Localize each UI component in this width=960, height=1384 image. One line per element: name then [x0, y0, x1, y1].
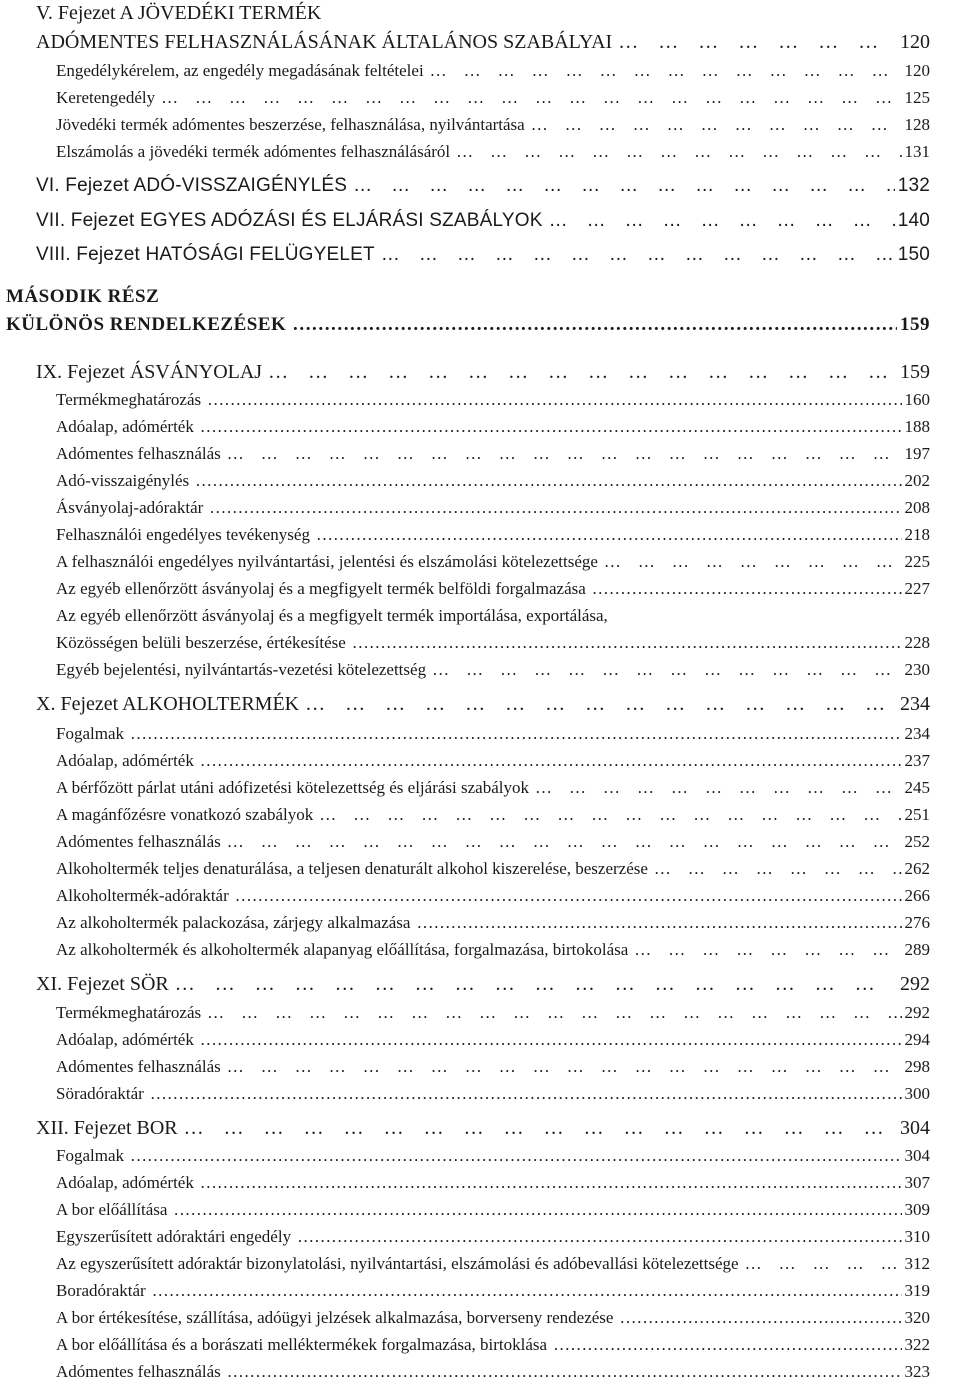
toc-entry — [56, 940, 930, 960]
toc-entry — [56, 498, 930, 518]
toc-label: Egyéb bejelentési, nyilvántartás-vezetési kötelezettség — [56, 660, 427, 679]
toc-entry — [56, 1030, 930, 1050]
toc-label: Adóalap, adómérték — [56, 1030, 194, 1049]
toc-entry — [56, 88, 930, 108]
dot-leader — [173, 1200, 901, 1220]
toc-label: Ásványolaj-adóraktár — [56, 498, 204, 517]
toc-page-number: 300 — [904, 1084, 930, 1103]
toc-entry — [56, 1200, 930, 1220]
toc-label: Termékmeghatározás — [56, 390, 202, 409]
toc-page-number: 251 — [904, 805, 930, 824]
toc-entry — [56, 859, 930, 879]
dot-leader — [227, 1362, 902, 1382]
toc-entry — [56, 1281, 930, 1301]
toc-page-number: 262 — [904, 859, 930, 878]
toc-label: A bérfőzött párlat utáni adófizetési kötelezettség és eljárási szabályok — [56, 778, 529, 797]
toc-label: Boradóraktár — [56, 1281, 146, 1300]
dot-leader — [745, 1254, 902, 1274]
dot-leader — [549, 210, 895, 232]
dot-leader — [353, 175, 895, 197]
dot-leader — [316, 525, 902, 545]
toc-label: Adóalap, adómérték — [56, 751, 194, 770]
toc-page-number: 322 — [904, 1335, 930, 1354]
toc-entry — [56, 1003, 930, 1023]
dot-leader — [531, 115, 902, 135]
toc-label: Egyszerűsített adóraktári engedély — [56, 1227, 292, 1246]
toc-entry — [56, 525, 930, 545]
toc-label: Adómentes felhasználás — [56, 1057, 221, 1076]
toc-entry — [36, 973, 930, 996]
toc-entry — [56, 1308, 930, 1328]
toc-label: Alkoholtermék teljes denaturálása, a teljesen denaturált alkohol kiszerelése, beszerzése — [56, 859, 648, 878]
dot-leader — [430, 61, 902, 81]
toc-label: Söradóraktár — [56, 1084, 144, 1103]
toc-page-number: 304 — [904, 1146, 930, 1165]
toc-entry — [56, 633, 930, 653]
toc-page-number: 132 — [897, 175, 930, 196]
toc-page-number: 159 — [900, 361, 930, 383]
toc-entry — [56, 390, 930, 410]
toc-page-number: 218 — [904, 525, 930, 544]
toc-label: VIII. Fejezet HATÓSÁGI FELÜGYELET — [36, 244, 375, 265]
toc-page-number: 230 — [904, 660, 930, 679]
toc-entry — [56, 913, 930, 933]
dot-leader — [381, 244, 895, 266]
toc-entry — [56, 579, 930, 599]
dot-leader — [432, 660, 901, 680]
toc-page-number: 120 — [900, 31, 930, 53]
toc-page-number: 197 — [904, 444, 930, 463]
dot-leader — [592, 579, 902, 599]
toc-entry — [56, 444, 930, 464]
toc-page-number: 292 — [904, 1003, 930, 1022]
toc-label: Jövedéki termék adómentes beszerzése, felhasználása, nyilvántartása — [56, 115, 525, 134]
dot-leader — [352, 633, 902, 653]
dot-leader — [292, 314, 897, 336]
toc-entry — [36, 31, 930, 54]
dot-leader — [553, 1335, 901, 1355]
dot-leader — [227, 832, 902, 852]
dot-leader — [235, 886, 902, 906]
toc-label: A bor előállítása és a borászati melléktermékek forgalmazása, birtoklása — [56, 1335, 548, 1354]
dot-leader — [416, 913, 901, 933]
toc-entry — [56, 1057, 930, 1077]
toc-entry — [56, 1254, 930, 1274]
toc-label: Keretengedély — [56, 88, 156, 107]
toc-entry — [56, 552, 930, 572]
dot-leader — [200, 417, 902, 437]
toc-page-number: 128 — [904, 115, 930, 134]
chapter-v-heading — [36, 2, 321, 25]
dot-leader — [305, 693, 897, 716]
toc-page-number: 245 — [904, 778, 930, 797]
dot-leader — [200, 751, 902, 771]
toc-label: V. Fejezet A JÖVEDÉKI TERMÉK — [36, 2, 322, 24]
toc-label: Adómentes felhasználás — [56, 1362, 221, 1381]
toc-page-number: 140 — [897, 210, 930, 231]
dot-leader — [200, 1173, 902, 1193]
toc-page-number: 309 — [904, 1200, 930, 1219]
toc-label: XII. Fejezet BOR — [36, 1117, 178, 1139]
toc-page-number: 292 — [900, 973, 930, 995]
toc-page-number: 120 — [904, 61, 930, 80]
toc-entry — [56, 1335, 930, 1355]
toc-entry — [6, 314, 930, 336]
toc-entry — [56, 471, 930, 491]
toc-page-number: 298 — [904, 1057, 930, 1076]
toc-label: VII. Fejezet EGYES ADÓZÁSI ÉS ELJÁRÁSI SZABÁLYOK — [36, 210, 543, 231]
toc-page-number: 266 — [904, 886, 930, 905]
dot-leader — [619, 1308, 901, 1328]
toc-label: Az egyszerűsített adóraktár bizonylatolási, nyilvántartási, elszámolási és adóbevallási kötelezettsége — [56, 1254, 739, 1273]
toc-page-number: 294 — [904, 1030, 930, 1049]
toc-page-number: 237 — [904, 751, 930, 770]
toc-page-number: 208 — [904, 498, 930, 517]
toc-page-number: 227 — [904, 579, 930, 598]
toc-entry — [56, 778, 930, 798]
dot-leader — [200, 1030, 902, 1050]
toc-label: Adó-visszaigénylés — [56, 471, 190, 490]
toc-label: Fogalmak — [56, 1146, 124, 1165]
toc-page-number: 307 — [904, 1173, 930, 1192]
toc-entry — [36, 210, 930, 232]
toc-entry — [56, 886, 930, 906]
toc-label: IX. Fejezet ÁSVÁNYOLAJ — [36, 361, 263, 383]
toc-label: A felhasználói engedélyes nyilvántartási, jelentési és elszámolási kötelezettsége — [56, 552, 598, 571]
toc-entry — [56, 142, 930, 162]
dot-leader — [184, 1117, 897, 1140]
toc-entry — [36, 175, 930, 197]
toc-label: Közösségen belüli beszerzése, értékesítése — [56, 633, 346, 652]
toc-label: Adóalap, adómérték — [56, 1173, 194, 1192]
toc-entry — [56, 1173, 930, 1193]
dot-leader — [319, 805, 901, 825]
toc-entry — [56, 61, 930, 81]
toc-entry — [36, 693, 930, 716]
dot-leader — [207, 390, 901, 410]
toc-page-number: 202 — [904, 471, 930, 490]
toc-label: Termékmeghatározás — [56, 1003, 202, 1022]
dot-leader — [195, 471, 901, 491]
dot-leader — [209, 498, 901, 518]
toc-label: A bor értékesítése, szállítása, adóügyi jelzések alkalmazása, borverseny rendezése — [56, 1308, 614, 1327]
toc-label: XI. Fejezet SÖR — [36, 973, 169, 995]
toc-entry — [56, 115, 930, 135]
toc-label: X. Fejezet ALKOHOLTERMÉK — [36, 693, 300, 715]
toc-label: VI. Fejezet ADÓ-VISSZAIGÉNYLÉS — [36, 175, 348, 196]
toc-page-number: 234 — [900, 693, 930, 715]
toc-entry — [56, 1362, 930, 1382]
toc-label: Felhasználói engedélyes tevékenység — [56, 525, 310, 544]
toc-entry — [56, 832, 930, 852]
toc-entry — [36, 1117, 930, 1140]
toc-label: Az alkoholtermék és alkoholtermék alapanyag előállítása, forgalmazása, birtokolása — [56, 940, 629, 959]
toc-page-number: 312 — [904, 1254, 930, 1273]
toc-page-number: 159 — [900, 314, 930, 335]
toc-label: Adómentes felhasználás — [56, 444, 221, 463]
toc-page-number: 304 — [900, 1117, 930, 1139]
toc-page-number: 289 — [904, 940, 930, 959]
toc-label: Az egyéb ellenőrzött ásványolaj és a megfigyelt termék importálása, exportálása, — [56, 606, 608, 625]
toc-entry — [36, 361, 930, 384]
toc-entry — [56, 751, 930, 771]
dot-leader — [227, 1057, 902, 1077]
toc-page-number: 323 — [904, 1362, 930, 1381]
toc-entry — [56, 805, 930, 825]
toc-label: A magánfőzésre vonatkozó szabályok — [56, 805, 314, 824]
toc-page-number: 188 — [904, 417, 930, 436]
toc-entry — [56, 417, 930, 437]
toc-page-number: 234 — [904, 724, 930, 743]
toc-entry — [56, 606, 608, 626]
toc-label: Fogalmak — [56, 724, 124, 743]
toc-page-number: 276 — [904, 913, 930, 932]
dot-leader — [227, 444, 902, 464]
dot-leader — [297, 1227, 901, 1247]
dot-leader — [150, 1084, 902, 1104]
toc-entry — [36, 244, 930, 266]
toc-entry — [56, 1227, 930, 1247]
toc-page-number: 160 — [904, 390, 930, 409]
dot-leader — [618, 31, 897, 54]
dot-leader — [604, 552, 902, 572]
toc-label: Engedélykérelem, az engedély megadásának feltételei — [56, 61, 424, 80]
dot-leader — [161, 88, 901, 108]
toc-label: MÁSODIK RÉSZ — [6, 286, 160, 307]
dot-leader — [207, 1003, 901, 1023]
dot-leader — [654, 859, 902, 879]
dot-leader — [535, 778, 902, 798]
dot-leader — [456, 142, 901, 162]
dot-leader — [268, 361, 897, 384]
toc-label: Az egyéb ellenőrzött ásványolaj és a megfigyelt termék belföldi forgalmazása — [56, 579, 586, 598]
toc-label: Adóalap, adómérték — [56, 417, 194, 436]
toc-page-number: 252 — [904, 832, 930, 851]
toc-label: Alkoholtermék-adóraktár — [56, 886, 229, 905]
toc-page-number: 225 — [904, 552, 930, 571]
toc-entry — [6, 286, 159, 308]
dot-leader — [152, 1281, 902, 1301]
toc-page-number: 319 — [904, 1281, 930, 1300]
toc-page-number: 150 — [897, 244, 930, 265]
dot-leader — [634, 940, 901, 960]
toc-page-number: 131 — [904, 142, 930, 161]
toc-entry — [56, 1146, 930, 1166]
toc-page-number: 228 — [904, 633, 930, 652]
toc-entry — [56, 660, 930, 680]
toc-page-number: 125 — [904, 88, 930, 107]
toc-label: Az alkoholtermék palackozása, zárjegy alkalmazása — [56, 913, 411, 932]
dot-leader — [130, 1146, 902, 1166]
toc-label: A bor előállítása — [56, 1200, 168, 1219]
toc-entry — [56, 1084, 930, 1104]
toc-page-number: 310 — [904, 1227, 930, 1246]
toc-label: Adómentes felhasználás — [56, 832, 221, 851]
toc-label: ADÓMENTES FELHASZNÁLÁSÁNAK ÁLTALÁNOS SZABÁLYAI — [36, 31, 613, 53]
dot-leader — [130, 724, 902, 744]
toc-label: Elszámolás a jövedéki termék adómentes felhasználásáról — [56, 142, 451, 161]
toc-entry — [56, 724, 930, 744]
toc-label: KÜLÖNÖS RENDELKEZÉSEK — [6, 314, 287, 335]
dot-leader — [175, 973, 897, 996]
toc-page-number: 320 — [904, 1308, 930, 1327]
